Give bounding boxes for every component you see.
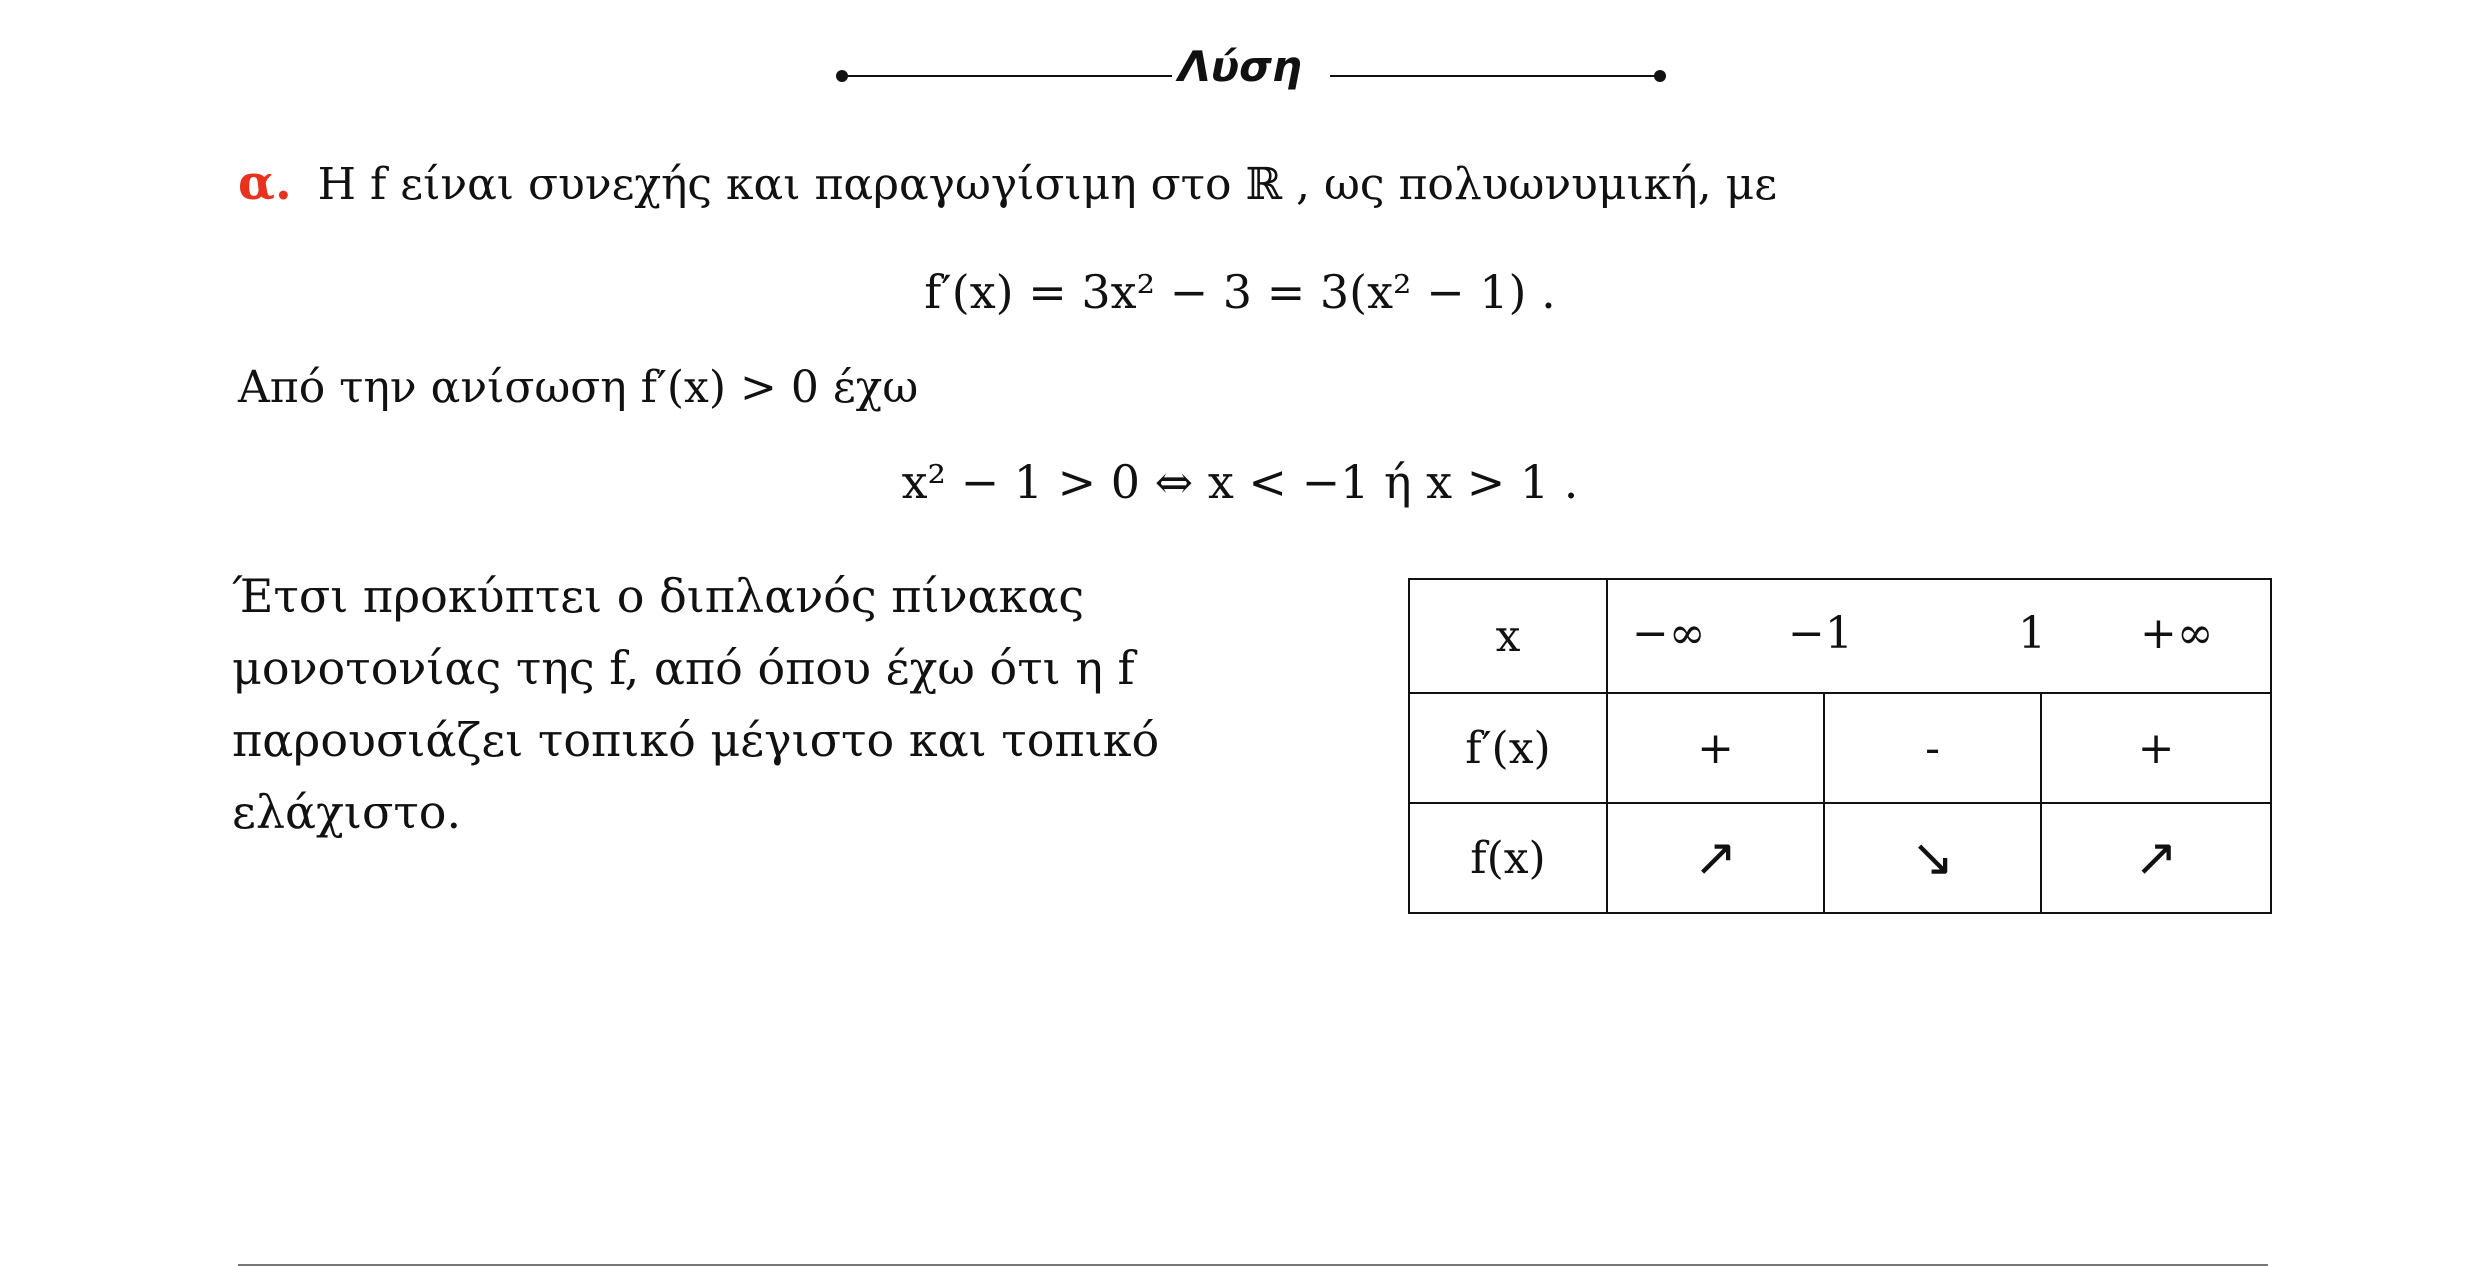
sign-cell-2: - — [1824, 693, 2041, 803]
x-point-minus-infinity: −∞ — [1632, 608, 1706, 659]
function-label-cell: f(x) — [1409, 803, 1607, 913]
header-right-rule — [1330, 75, 1660, 77]
table-row-x — [1409, 579, 2271, 693]
increasing-arrow-icon: ↗ — [1607, 803, 1824, 913]
sign-cell-3: + — [2041, 693, 2271, 803]
x-point-minus-one: −1 — [1788, 608, 1853, 659]
decreasing-arrow-icon: ↘ — [1824, 803, 2041, 913]
header-left-rule — [842, 75, 1172, 77]
sign-cell-1: + — [1607, 693, 1824, 803]
header-right-dot — [1654, 70, 1666, 82]
conclusion-paragraph: Έτσι προκύπτει ο διπλανός πίνακας μονοτονίας της f, από όπου έχω ότι η f παρουσιάζει τοπικό μέγιστο και τοπικό ελάχιστο. — [232, 569, 1160, 839]
monotonicity-table — [1408, 578, 2272, 914]
solution-title: Λύση — [1178, 42, 1302, 91]
inequality-intro: Από την ανίσωση f′(x) > 0 έχω — [238, 362, 919, 413]
part-a-intro: Η f είναι συνεχής και παραγωγίσιμη στο ℝ , ως πολυωνυμική, με — [317, 159, 1778, 210]
table-row-derivative — [1409, 693, 2271, 803]
x-label-cell: x — [1409, 579, 1607, 693]
x-points-cell — [1607, 579, 2271, 693]
inequality-solution: x² − 1 > 0 ⇔ x < −1 ή x > 1 . — [901, 455, 1579, 509]
x-point-one: 1 — [2018, 608, 2046, 659]
x-point-plus-infinity: +∞ — [2140, 608, 2214, 659]
increasing-arrow-icon-2: ↗ — [2041, 803, 2271, 913]
part-a-label: α. — [238, 155, 292, 211]
derivative-label-cell: f′(x) — [1409, 693, 1607, 803]
derivative-formula: f′(x) = 3x² − 3 = 3(x² − 1) . — [924, 265, 1556, 319]
table-row-function — [1409, 803, 2271, 913]
part-a-intro-line — [238, 155, 1777, 211]
